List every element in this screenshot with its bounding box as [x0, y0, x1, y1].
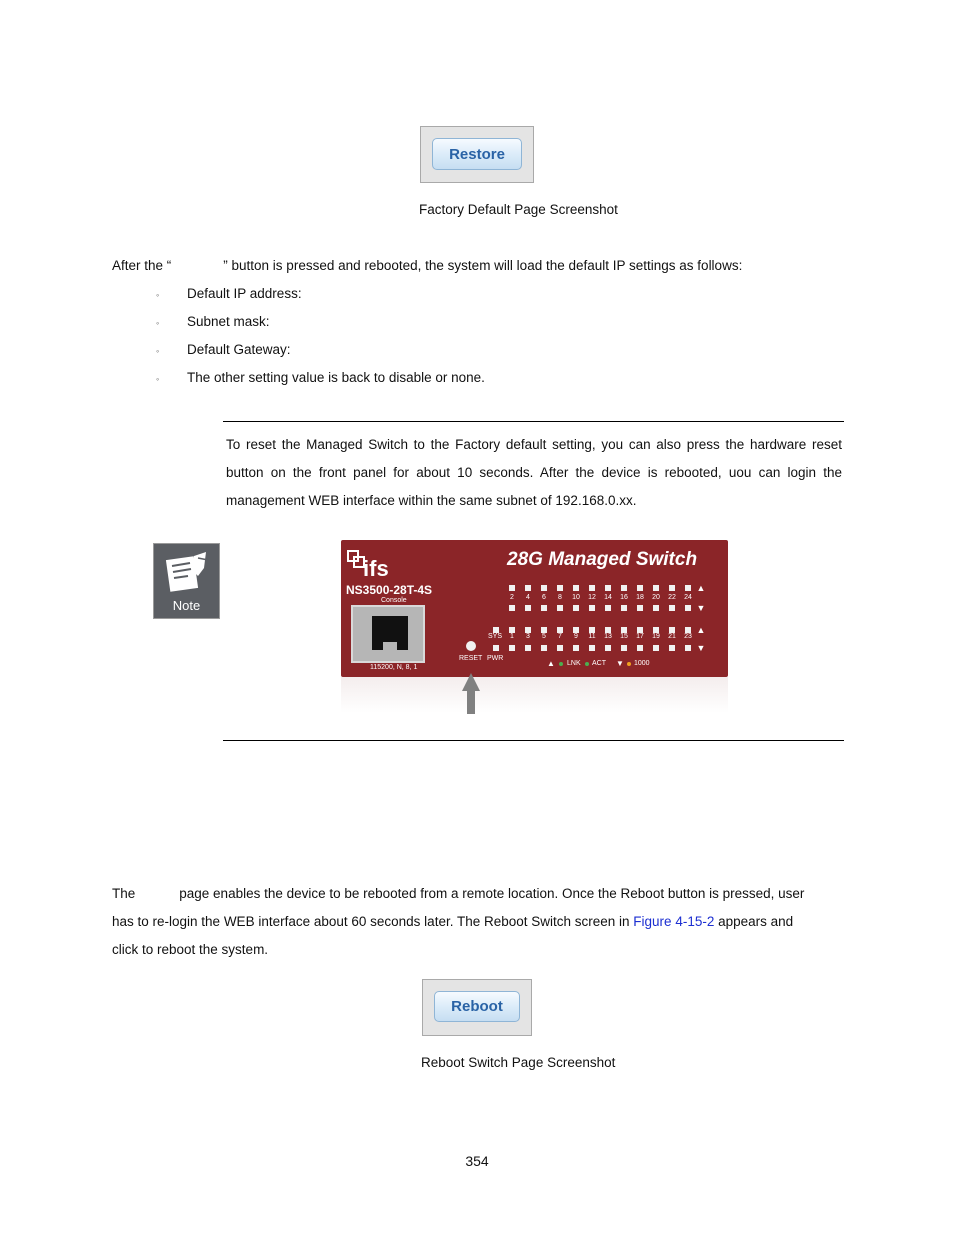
port-led	[541, 605, 547, 611]
reset-label: RESET	[459, 655, 483, 662]
intro-before: After the “	[112, 258, 172, 273]
port-number-label: 23	[684, 633, 692, 640]
port-led	[621, 585, 627, 591]
switch-front-panel	[341, 540, 728, 677]
port-number-label: 7	[558, 633, 562, 640]
port-number-label: 6	[542, 594, 546, 601]
port-number-label: 10	[572, 594, 580, 601]
figure-link[interactable]: Figure 4-15-2	[633, 914, 715, 929]
port-number-label: 18	[636, 594, 644, 601]
restore-caption: Factory Default Page Screenshot	[419, 202, 618, 217]
bullet-default-ip: Default IP address:	[187, 286, 302, 301]
port-led	[653, 605, 659, 611]
bullet-marker: ◦	[156, 318, 160, 328]
port-led	[653, 645, 659, 651]
port-number-label: 2	[510, 594, 514, 601]
legend-1000: 1000	[634, 660, 650, 667]
console-port[interactable]	[351, 605, 425, 663]
port-led	[541, 585, 547, 591]
bullet-default-gateway: Default Gateway:	[187, 342, 291, 357]
port-number-label: 24	[684, 594, 692, 601]
reboot-line-2: has to re-login the WEB interface about 60 seconds later. The Reboot Switch screen in Figure 4-15-2 appears and	[112, 914, 794, 929]
reboot-button[interactable]: Reboot	[434, 991, 520, 1022]
port-number-label: 14	[604, 594, 612, 601]
port-led	[541, 627, 547, 633]
up-arrow-icon: ▲	[547, 659, 555, 668]
bullet-marker: ◦	[156, 346, 160, 356]
port-number-label: 11	[588, 633, 596, 640]
note-label: Note	[172, 598, 201, 613]
port-led	[669, 585, 675, 591]
legend-act: ACT	[592, 660, 606, 667]
port-led	[653, 585, 659, 591]
panel-reflection	[341, 677, 728, 713]
port-number-label: 1	[510, 633, 514, 640]
speed-dot-icon	[627, 662, 631, 666]
port-number-label: 3	[526, 633, 530, 640]
port-led	[669, 627, 675, 633]
port-led	[573, 585, 579, 591]
port-number-label: 20	[652, 594, 660, 601]
note-top-rule	[223, 421, 844, 422]
port-led	[525, 627, 531, 633]
bullet-marker: ◦	[156, 290, 160, 300]
port-led	[525, 585, 531, 591]
down-triangle-icon: ▼	[696, 643, 706, 653]
port-led	[589, 605, 595, 611]
down-triangle-icon: ▼	[696, 603, 706, 613]
port-led	[621, 627, 627, 633]
port-number-label: 5	[542, 633, 546, 640]
intro-paragraph	[112, 258, 742, 273]
port-led	[621, 605, 627, 611]
port-led	[653, 627, 659, 633]
port-led	[605, 645, 611, 651]
reboot-screenshot	[422, 979, 532, 1036]
port-led	[509, 627, 515, 633]
legend-lnk: LNK	[567, 660, 581, 667]
port-number-label: 21	[668, 633, 676, 640]
restore-screenshot	[420, 126, 534, 183]
up-triangle-icon: ▲	[696, 583, 706, 593]
reset-button[interactable]	[466, 641, 476, 651]
port-led	[541, 645, 547, 651]
port-led	[589, 645, 595, 651]
bullet-marker: ◦	[156, 374, 160, 384]
sys-label: SYS	[488, 633, 503, 640]
port-led	[573, 627, 579, 633]
port-led	[573, 645, 579, 651]
port-led	[605, 585, 611, 591]
port-number-label: 12	[588, 594, 596, 601]
port-led	[605, 605, 611, 611]
port-number-label: 22	[668, 594, 676, 601]
port-led	[509, 605, 515, 611]
sys-led	[493, 627, 499, 633]
act-dot-icon	[585, 662, 589, 666]
note-icon	[153, 543, 220, 619]
port-led	[669, 605, 675, 611]
port-number-label: 17	[636, 633, 644, 640]
up-triangle-icon: ▲	[696, 625, 706, 635]
port-led	[525, 645, 531, 651]
port-led	[621, 645, 627, 651]
port-number-label: 13	[604, 633, 612, 640]
note-text: To reset the Managed Switch to the Factory default setting, you can also press the hardware reset button on the front panel for about 10 seconds. After the device is rebooted, uou can login the management WEB interface within the same subnet of 192.168.0.xx.	[226, 437, 842, 508]
port-led	[605, 627, 611, 633]
port-led	[557, 585, 563, 591]
lnk-dot-icon	[559, 662, 563, 666]
port-led	[509, 585, 515, 591]
console-settings: 115200, N, 8, 1	[370, 664, 418, 671]
port-led	[589, 627, 595, 633]
arrow-shaft	[467, 690, 475, 714]
port-led	[509, 645, 515, 651]
port-led	[525, 605, 531, 611]
port-number-label: 19	[652, 633, 660, 640]
port-led	[685, 627, 691, 633]
switch-title: 28G Managed Switch	[507, 549, 698, 570]
port-led	[685, 605, 691, 611]
port-led	[573, 605, 579, 611]
console-label: Console	[381, 597, 407, 604]
arrow-up-icon	[462, 673, 480, 691]
restore-button[interactable]: Restore	[432, 138, 522, 170]
port-led	[557, 605, 563, 611]
port-led	[637, 605, 643, 611]
reboot-line-3: click to reboot the system.	[112, 942, 269, 957]
port-led	[637, 645, 643, 651]
brand-logo: ifs	[363, 556, 389, 581]
bullet-other-settings: The other setting value is back to disable or none.	[187, 370, 485, 385]
port-led	[685, 585, 691, 591]
pwr-label: PWR	[487, 655, 504, 662]
port-number-label: 16	[620, 594, 628, 601]
down-arrow-icon: ▼	[616, 659, 624, 668]
port-led	[589, 585, 595, 591]
port-number-label: 9	[574, 633, 578, 640]
port-led	[637, 627, 643, 633]
bullet-subnet-mask: Subnet mask:	[187, 314, 270, 329]
port-led	[669, 645, 675, 651]
note-bottom-rule	[223, 740, 844, 741]
port-led	[557, 645, 563, 651]
port-number-label: 4	[526, 594, 530, 601]
port-number-label: 15	[620, 633, 628, 640]
port-number-label: 8	[558, 594, 562, 601]
page-number: 354	[465, 1153, 489, 1169]
rj45-port-icon	[372, 616, 408, 650]
intro-after: ” button is pressed and rebooted, the system will load the default IP settings as follows:	[223, 258, 743, 273]
reboot-paragraph	[112, 880, 804, 964]
port-led	[557, 627, 563, 633]
model-number: NS3500-28T-4S	[346, 583, 433, 597]
reboot-line-1: The page enables the device to be rebooted from a remote location. Once the Reboot button is pressed, user	[112, 886, 805, 901]
port-led	[637, 585, 643, 591]
reboot-caption: Reboot Switch Page Screenshot	[421, 1055, 616, 1070]
pwr-led	[493, 645, 499, 651]
port-led	[685, 645, 691, 651]
